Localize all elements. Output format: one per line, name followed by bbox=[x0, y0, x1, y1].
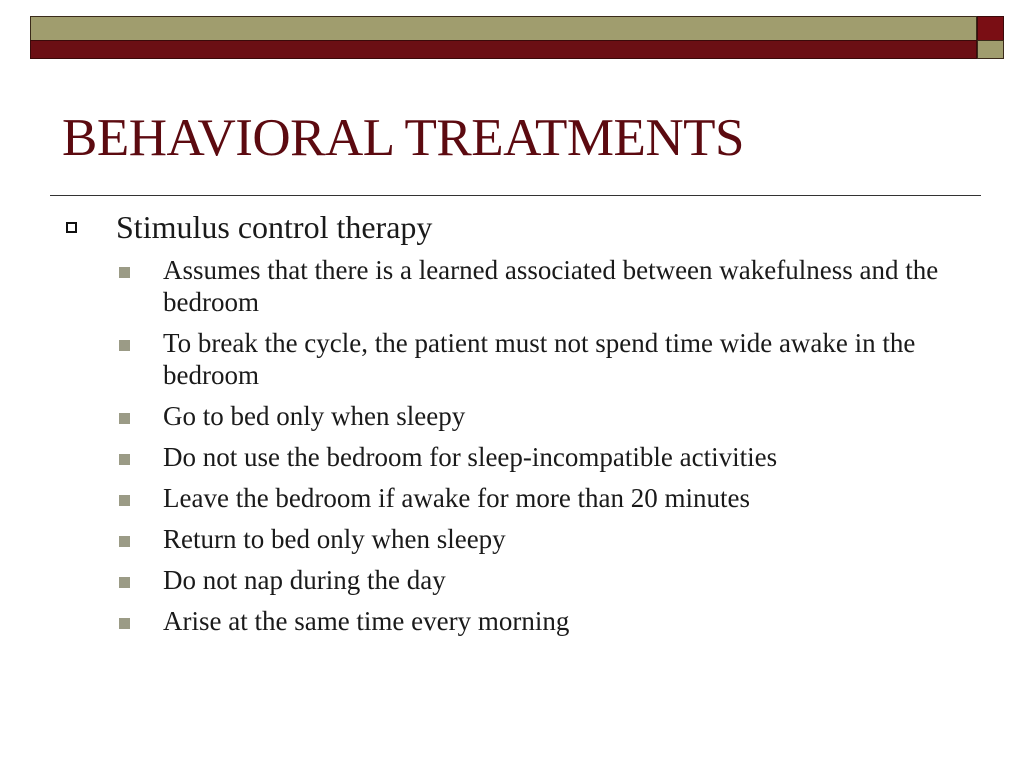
sub-bullet-item bbox=[62, 441, 962, 473]
sub-bullet-text: Arise at the same time every morning bbox=[163, 606, 570, 636]
slide-body bbox=[62, 208, 962, 646]
sub-bullet-item bbox=[62, 254, 962, 318]
square-bullet-icon bbox=[119, 413, 130, 424]
square-bullet-icon bbox=[119, 495, 130, 506]
sub-bullet-text: To break the cycle, the patient must not spend time wide awake in the bedroom bbox=[163, 328, 916, 390]
square-bullet-icon bbox=[119, 577, 130, 588]
sub-bullet-text: Do not use the bedroom for sleep-incompatible activities bbox=[163, 442, 778, 472]
header-square-maroon bbox=[977, 16, 1004, 41]
sub-bullet-item bbox=[62, 605, 962, 637]
header-bar-olive bbox=[30, 16, 977, 41]
sub-bullet-text: Return to bed only when sleepy bbox=[163, 524, 506, 554]
sub-bullet-item bbox=[62, 482, 962, 514]
square-bullet-icon bbox=[119, 536, 130, 547]
square-bullet-icon bbox=[119, 618, 130, 629]
slide-title: BEHAVIORAL TREATMENTS bbox=[62, 109, 744, 167]
header-square-olive bbox=[977, 40, 1004, 59]
square-bullet-icon bbox=[119, 267, 130, 278]
main-bullet-item bbox=[62, 208, 962, 246]
sub-bullet-text: Assumes that there is a learned associated between wakefulness and the bedroom bbox=[163, 255, 939, 317]
sub-bullet-text: Go to bed only when sleepy bbox=[163, 401, 466, 431]
sub-bullet-list bbox=[62, 254, 962, 637]
sub-bullet-item bbox=[62, 400, 962, 432]
title-divider bbox=[50, 195, 981, 196]
sub-bullet-item bbox=[62, 523, 962, 555]
square-bullet-icon bbox=[119, 340, 130, 351]
sub-bullet-item bbox=[62, 564, 962, 596]
main-bullet-text: Stimulus control therapy bbox=[116, 209, 433, 245]
header-bar-maroon bbox=[30, 40, 977, 59]
square-bullet-icon bbox=[119, 454, 130, 465]
sub-bullet-item bbox=[62, 327, 962, 391]
sub-bullet-text: Leave the bedroom if awake for more than 20 minutes bbox=[163, 483, 751, 513]
hollow-square-bullet-icon bbox=[66, 222, 77, 233]
sub-bullet-text: Do not nap during the day bbox=[163, 565, 446, 595]
